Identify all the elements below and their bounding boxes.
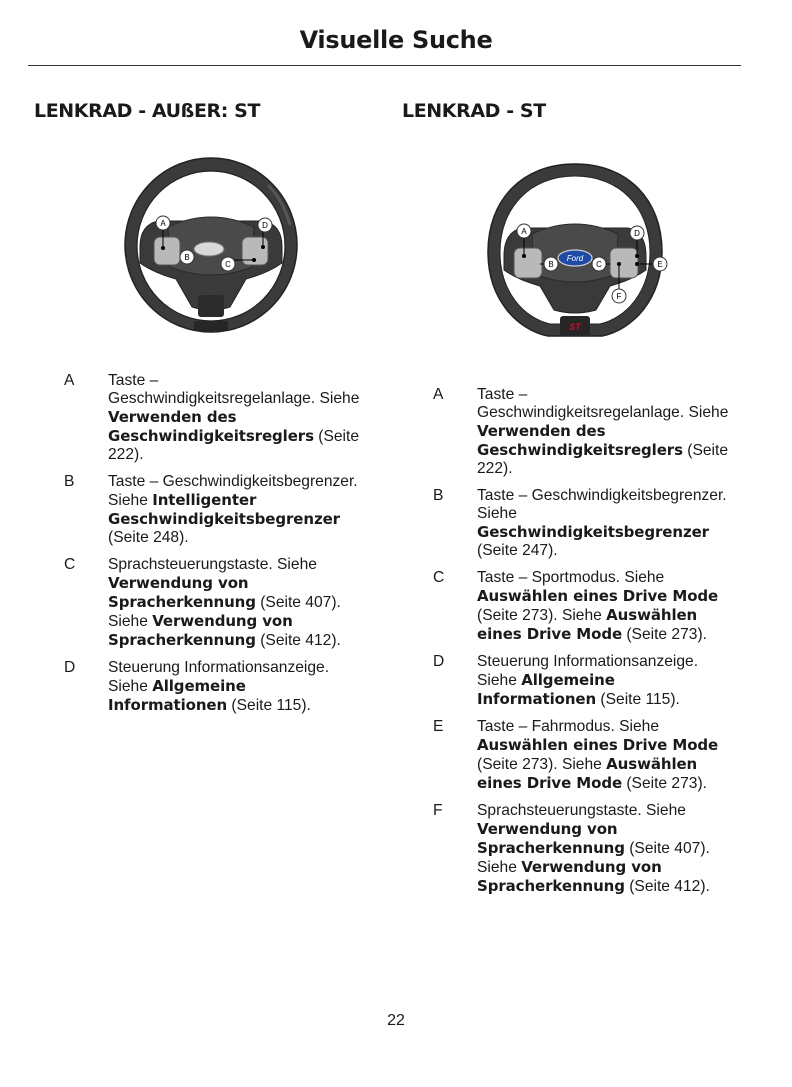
description-text: (Seite 273). xyxy=(622,626,707,643)
legend-description xyxy=(108,659,360,715)
callout-c-right xyxy=(592,257,606,271)
description-text: Steuerung Informationsanzeige. Siehe xyxy=(477,653,699,689)
steering-wheel-illustration-st xyxy=(482,160,668,345)
legend-description xyxy=(477,718,729,793)
svg-text:B: B xyxy=(184,253,190,262)
legend-key: E xyxy=(433,718,444,735)
legend-key: C xyxy=(64,556,76,573)
svg-text:A: A xyxy=(160,219,166,228)
description-text: (Seite 412). xyxy=(255,632,341,649)
description-text: Taste – Geschwindigkeitsregelanlage. Siehe xyxy=(108,372,360,407)
page-title: Visuelle Suche xyxy=(299,26,493,54)
description-text: Steuerung Informationsanzeige. Siehe xyxy=(108,659,330,695)
callout-c-left xyxy=(221,257,235,271)
cross-reference-title: Geschwindigkeitsbegrenzer xyxy=(477,523,709,541)
legend-item-left-a xyxy=(60,372,360,464)
legend-description xyxy=(108,473,360,547)
legend-key: D xyxy=(433,653,445,670)
svg-text:D: D xyxy=(634,229,640,238)
cross-reference-title: Allgemeine Informationen xyxy=(477,671,615,708)
legend-description xyxy=(477,653,729,709)
cross-reference-title: Verwendung von Spracherkennung xyxy=(108,574,256,611)
description-text: (Seite 407). Siehe xyxy=(108,594,341,630)
legend-item-left-b xyxy=(60,473,360,547)
legend-item-right-c xyxy=(429,569,729,644)
svg-text:C: C xyxy=(596,260,602,269)
legend-key: B xyxy=(64,473,75,490)
description-text: (Seite 115). xyxy=(596,691,680,708)
steering-wheel-illustration-standard xyxy=(118,155,304,340)
st-badge: ST xyxy=(569,322,581,332)
svg-text:D: D xyxy=(262,221,268,230)
description-text: (Seite 222). xyxy=(477,442,728,477)
description-text: Sprachsteuerungstaste. Siehe xyxy=(477,802,686,819)
description-text: Sprachsteuerungstaste. Siehe xyxy=(108,556,317,573)
section-heading-left: LENKRAD - AUßER: ST xyxy=(34,100,261,122)
callout-f-right xyxy=(612,289,626,303)
cross-reference-title: Verwendung von Spracherkennung xyxy=(108,612,293,649)
legend-item-right-d xyxy=(429,653,729,709)
legend-key: C xyxy=(433,569,445,586)
description-text: (Seite 407). Siehe xyxy=(477,840,710,876)
description-text: (Seite 248). xyxy=(108,529,189,546)
legend-description xyxy=(477,386,729,478)
legend-left xyxy=(60,372,360,724)
cross-reference-title: Verwendung von Spracherkennung xyxy=(477,858,662,895)
title-divider xyxy=(28,65,741,66)
legend-item-right-a xyxy=(429,386,729,478)
svg-text:E: E xyxy=(657,260,663,269)
legend-item-right-f xyxy=(429,802,729,896)
legend-key: B xyxy=(433,487,444,504)
description-text: (Seite 222). xyxy=(108,428,359,463)
legend-key: F xyxy=(433,802,443,819)
description-text: (Seite 273). Siehe xyxy=(477,607,607,624)
legend-item-right-b xyxy=(429,487,729,560)
description-text: Taste – Geschwindigkeitsbegrenzer. Siehe xyxy=(477,487,727,522)
legend-description xyxy=(108,372,360,464)
svg-text:B: B xyxy=(548,260,554,269)
cross-reference-title: Auswählen eines Drive Mode xyxy=(477,755,698,792)
legend-key: A xyxy=(64,372,75,389)
description-text: (Seite 115). xyxy=(227,697,311,714)
svg-text:Ford: Ford xyxy=(566,254,584,263)
description-text: (Seite 247). xyxy=(477,542,558,559)
cross-reference-title: Verwenden des Geschwindigkeitsreglers xyxy=(477,422,683,459)
legend-key: A xyxy=(433,386,444,403)
description-text: Taste – Geschwindigkeitsbegrenzer. Siehe xyxy=(108,473,358,509)
cross-reference-title: Auswählen eines Drive Mode xyxy=(477,736,719,754)
legend-description xyxy=(477,569,729,644)
callout-d-left xyxy=(258,218,272,232)
legend-right xyxy=(429,386,729,905)
svg-text:A: A xyxy=(521,227,527,236)
description-text: Taste – Sportmodus. Siehe xyxy=(477,569,665,586)
callout-a-left xyxy=(156,216,170,230)
legend-item-right-e xyxy=(429,718,729,793)
description-text: (Seite 273). xyxy=(622,775,707,792)
section-heading-right: LENKRAD - ST xyxy=(402,100,546,122)
description-text: Taste – Geschwindigkeitsregelanlage. Siehe xyxy=(477,386,729,421)
callout-b-left xyxy=(180,250,194,264)
callout-b-right xyxy=(544,257,558,271)
legend-item-left-c xyxy=(60,556,360,650)
callout-e-right xyxy=(653,257,667,271)
description-text: Taste – Fahrmodus. Siehe xyxy=(477,718,660,735)
cross-reference-title: Intelligenter Geschwindigkeitsbegrenzer xyxy=(108,491,340,528)
page-number: 22 xyxy=(387,1012,405,1029)
cross-reference-title: Allgemeine Informationen xyxy=(108,677,246,714)
callout-a-right xyxy=(517,224,531,238)
cross-reference-title: Auswählen eines Drive Mode xyxy=(477,606,698,643)
legend-item-left-d xyxy=(60,659,360,715)
cross-reference-title: Verwenden des Geschwindigkeitsreglers xyxy=(108,408,314,445)
svg-text:F: F xyxy=(616,292,622,301)
svg-text:C: C xyxy=(225,260,231,269)
legend-description xyxy=(477,487,729,560)
cross-reference-title: Auswählen eines Drive Mode xyxy=(477,587,719,605)
callout-d-right xyxy=(630,226,644,240)
legend-description xyxy=(108,556,360,650)
description-text: (Seite 273). Siehe xyxy=(477,756,607,773)
description-text: (Seite 412). xyxy=(624,878,710,895)
legend-description xyxy=(477,802,729,896)
cross-reference-title: Verwendung von Spracherkennung xyxy=(477,820,625,857)
legend-key: D xyxy=(64,659,76,676)
